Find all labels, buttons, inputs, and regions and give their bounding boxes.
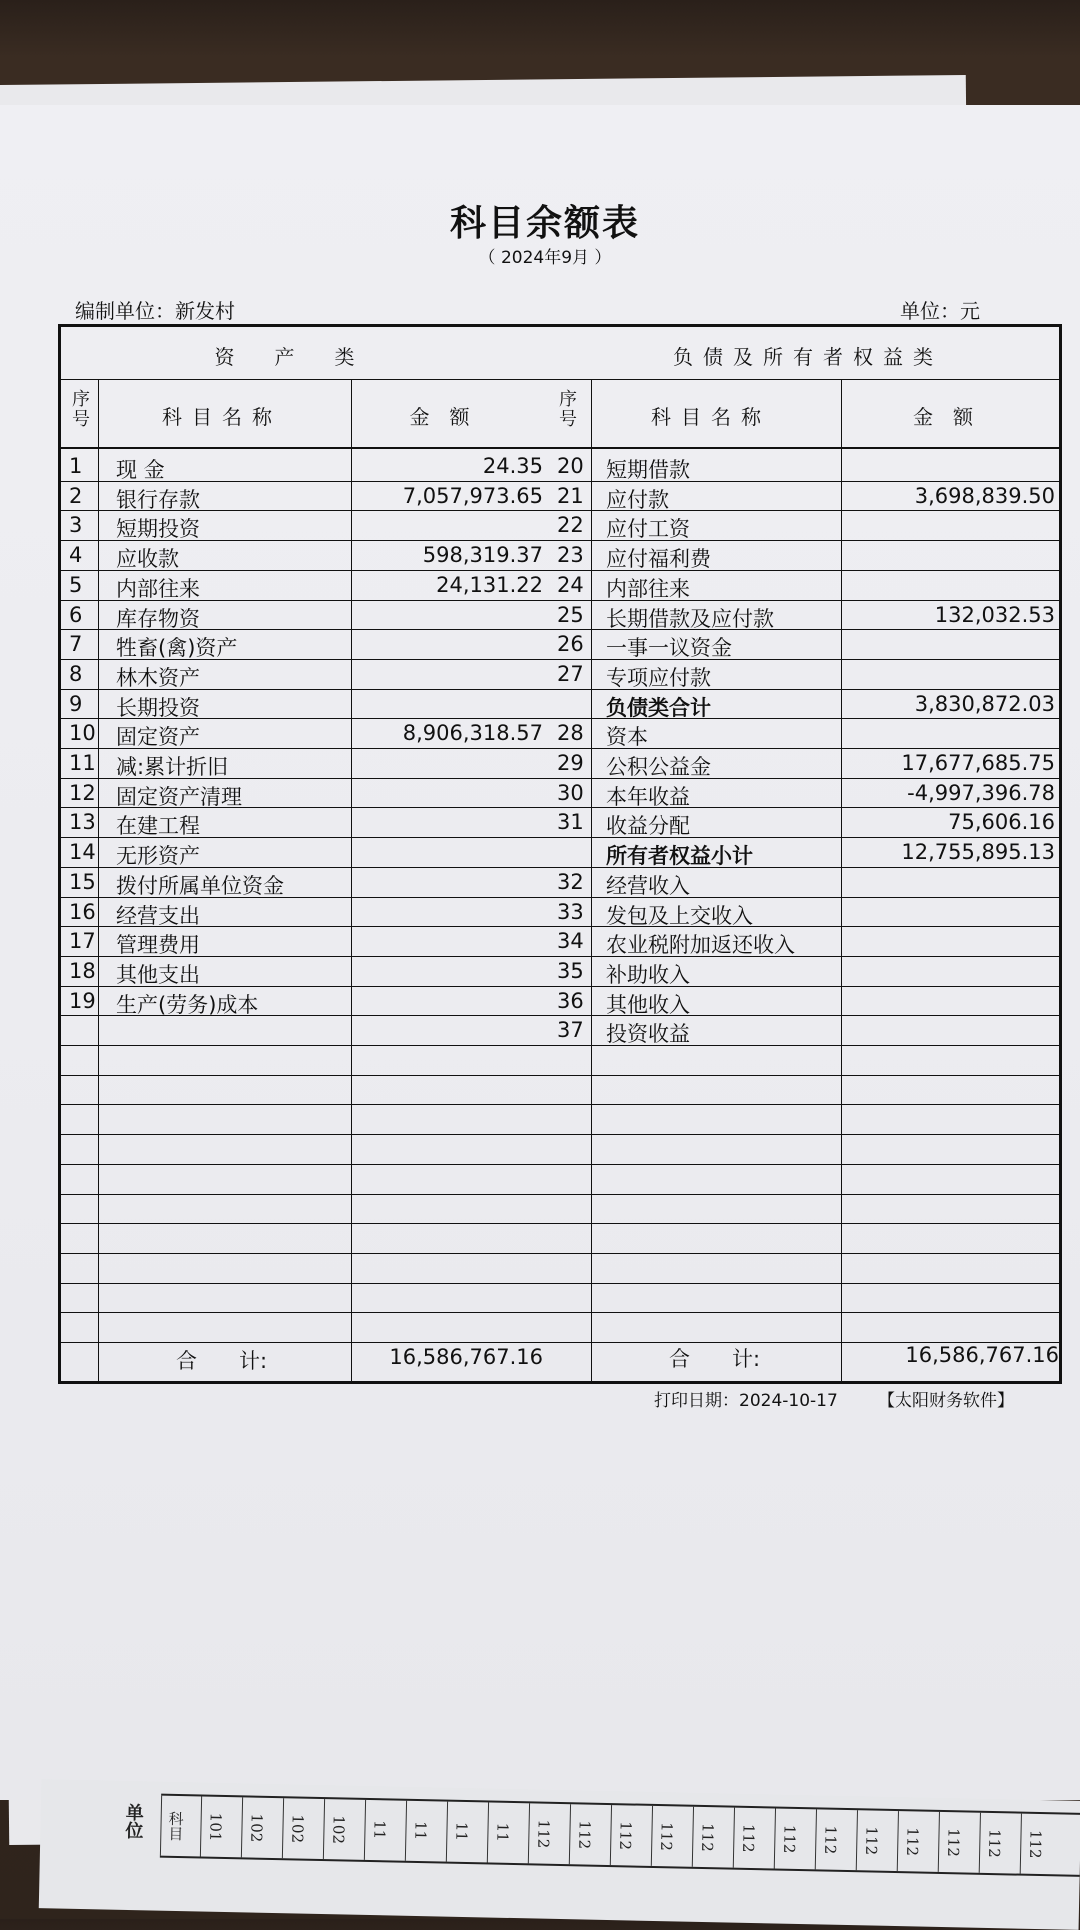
under-sheet-code: 112 bbox=[856, 1810, 886, 1871]
grid-line bbox=[61, 447, 1059, 449]
grid-line bbox=[61, 1194, 1059, 1195]
amount-header-left: 金额 bbox=[409, 405, 490, 429]
amount-header-right: 金额 bbox=[913, 405, 993, 429]
liability-row-name: 其他收入 bbox=[606, 992, 690, 1017]
asset-row-name: 固定资产 bbox=[116, 725, 200, 750]
asset-row-name: 在建工程 bbox=[116, 814, 200, 839]
asset-row-seq: 10 bbox=[69, 721, 96, 746]
asset-row-name: 减:累计折旧 bbox=[116, 755, 229, 779]
software-name: 【太阳财务软件】 bbox=[878, 1391, 1014, 1411]
liability-row-name: 所有者权益小计 bbox=[606, 844, 753, 869]
liability-row-amount: 17,677,685.75 bbox=[901, 751, 1055, 775]
under-sheet-code: 112 bbox=[897, 1811, 927, 1872]
liability-row-seq: 21 bbox=[557, 483, 584, 508]
liability-row-amount: -4,997,396.78 bbox=[907, 780, 1055, 805]
asset-row-seq: 5 bbox=[69, 572, 83, 597]
liability-row-name: 负债类合计 bbox=[606, 695, 711, 720]
liability-row-amount: 75,606.16 bbox=[948, 810, 1055, 835]
liability-row-name: 应付款 bbox=[606, 487, 669, 512]
asset-row-seq: 13 bbox=[69, 810, 96, 835]
under-sheet-code: 11 bbox=[364, 1800, 394, 1861]
liability-row-name: 应付福利费 bbox=[606, 547, 711, 572]
under-sheet-code: 102 bbox=[241, 1797, 271, 1858]
liability-row-seq: 27 bbox=[557, 661, 584, 686]
under-sheet-strip bbox=[160, 1794, 1080, 1878]
under-sheet-code: 11 bbox=[487, 1802, 517, 1863]
under-sheet-code: 11 bbox=[446, 1802, 476, 1863]
asset-row-name: 长期投资 bbox=[116, 695, 200, 720]
liability-row-name: 农业税附加返还收入 bbox=[606, 933, 795, 958]
liability-row-name: 收益分配 bbox=[606, 814, 690, 839]
currency-unit: 单位：元 bbox=[900, 299, 980, 323]
asset-row-name: 其他支出 bbox=[116, 962, 200, 987]
assets-total-label: 合 计: bbox=[176, 1349, 268, 1373]
seq-header-left: 序号 bbox=[72, 389, 90, 430]
under-sheet-code: 112 bbox=[610, 1805, 640, 1866]
grid-line bbox=[98, 1327, 99, 1381]
report-period: （ 2024年9月 ） bbox=[478, 248, 612, 268]
liability-row-seq: 35 bbox=[557, 958, 584, 983]
under-sheet-code: 112 bbox=[528, 1803, 558, 1864]
asset-row-name: 现 金 bbox=[116, 458, 165, 482]
grid-line bbox=[61, 1342, 1059, 1343]
asset-row-seq: 16 bbox=[69, 899, 96, 924]
liabilities-total-label: 合 计: bbox=[669, 1347, 761, 1371]
asset-row-seq: 4 bbox=[69, 543, 83, 568]
asset-row-seq: 1 bbox=[69, 454, 83, 478]
liability-row-seq: 37 bbox=[557, 1018, 584, 1043]
grid-line bbox=[841, 1327, 842, 1381]
asset-row-amount: 7,057,973.65 bbox=[402, 483, 543, 508]
under-sheet-code: 102 bbox=[282, 1798, 312, 1859]
under-sheet-code: 112 bbox=[1020, 1814, 1050, 1875]
liability-row-seq: 28 bbox=[557, 721, 584, 746]
asset-row-seq: 12 bbox=[69, 780, 96, 805]
asset-row-name: 银行存款 bbox=[116, 487, 200, 512]
liability-row-seq: 33 bbox=[557, 899, 584, 924]
asset-row-seq: 17 bbox=[69, 929, 96, 954]
asset-row-name: 拨付所属单位资金 bbox=[116, 873, 284, 898]
under-sheet-code: 112 bbox=[938, 1812, 968, 1873]
liability-row-seq: 25 bbox=[557, 602, 584, 627]
grid-line bbox=[351, 1327, 352, 1381]
asset-row-name: 管理费用 bbox=[116, 933, 200, 958]
grid-line bbox=[591, 379, 592, 1381]
liability-row-seq: 23 bbox=[557, 543, 584, 568]
paper-sheet bbox=[0, 105, 1080, 1800]
liabilities-total-amount: 16,586,767.16 bbox=[905, 1343, 1059, 1367]
grid-line bbox=[61, 1253, 1059, 1254]
liability-row-name: 长期借款及应付款 bbox=[606, 606, 774, 631]
asset-row-amount: 8,906,318.57 bbox=[402, 721, 543, 746]
liability-row-amount: 3,698,839.50 bbox=[914, 483, 1055, 508]
seq-header-right: 序号 bbox=[559, 389, 577, 430]
grid-line bbox=[841, 379, 842, 1381]
under-sheet-code: 112 bbox=[979, 1813, 1009, 1874]
liability-row-seq: 36 bbox=[557, 988, 584, 1013]
grid-line bbox=[61, 1223, 1059, 1224]
liability-row-seq: 20 bbox=[557, 454, 584, 478]
liability-row-name: 发包及上交收入 bbox=[606, 903, 753, 928]
asset-row-name: 短期投资 bbox=[116, 517, 200, 542]
under-sheet-col-label: 科目 bbox=[160, 1796, 190, 1857]
under-sheet-code: 102 bbox=[323, 1799, 353, 1860]
asset-row-name: 内部往来 bbox=[116, 576, 200, 601]
liability-row-name: 投资收益 bbox=[606, 1022, 690, 1047]
under-sheet-code: 11 bbox=[405, 1801, 435, 1862]
asset-row-name: 固定资产清理 bbox=[116, 784, 242, 809]
print-date: 打印日期：2024-10-17 bbox=[654, 1391, 838, 1411]
liability-row-amount: 132,032.53 bbox=[934, 602, 1055, 627]
asset-row-name: 生产(劳务)成本 bbox=[116, 992, 259, 1017]
asset-row-seq: 14 bbox=[69, 840, 96, 865]
liability-row-seq: 22 bbox=[557, 513, 584, 538]
assets-section-header: 资产类 bbox=[214, 345, 395, 369]
under-sheet-code: 112 bbox=[815, 1809, 845, 1870]
under-sheet-code: 112 bbox=[774, 1808, 804, 1869]
name-header-left: 科目名称 bbox=[162, 405, 282, 429]
asset-row-seq: 8 bbox=[69, 661, 83, 686]
grid-line bbox=[591, 1327, 592, 1381]
liability-row-name: 一事一议资金 bbox=[606, 636, 732, 661]
liability-row-seq: 31 bbox=[557, 810, 584, 835]
name-header-right: 科目名称 bbox=[651, 405, 771, 429]
liability-row-seq: 26 bbox=[557, 632, 584, 657]
liability-row-name: 公积公益金 bbox=[606, 755, 711, 779]
liability-row-name: 应付工资 bbox=[606, 517, 690, 542]
asset-row-seq: 15 bbox=[69, 869, 96, 894]
liability-row-name: 内部往来 bbox=[606, 576, 690, 601]
asset-row-seq: 3 bbox=[69, 513, 83, 538]
asset-row-name: 无形资产 bbox=[116, 844, 200, 869]
liability-row-name: 资本 bbox=[606, 725, 648, 750]
balance-table bbox=[58, 324, 1062, 1384]
grid-line bbox=[61, 1134, 1059, 1135]
report-title: 科目余额表 bbox=[449, 203, 640, 244]
asset-row-seq: 7 bbox=[69, 632, 83, 657]
asset-row-name: 库存物资 bbox=[116, 606, 200, 631]
asset-row-seq: 2 bbox=[69, 483, 83, 508]
grid-line bbox=[61, 1283, 1059, 1284]
asset-row-amount: 24.35 bbox=[482, 454, 543, 478]
under-sheet-code: 112 bbox=[569, 1804, 599, 1865]
asset-row-amount: 598,319.37 bbox=[422, 543, 543, 568]
liability-row-seq: 30 bbox=[557, 780, 584, 805]
liability-row-name: 短期借款 bbox=[606, 458, 690, 482]
asset-row-seq: 11 bbox=[69, 751, 96, 775]
asset-row-name: 林木资产 bbox=[116, 665, 200, 690]
asset-row-seq: 9 bbox=[69, 691, 83, 716]
liability-row-seq: 24 bbox=[557, 572, 584, 597]
liabilities-section-header: 负债及所有者权益类 bbox=[673, 345, 943, 369]
grid-line bbox=[351, 379, 352, 1381]
asset-row-name: 牲畜(禽)资产 bbox=[116, 636, 238, 661]
under-sheet-code: 112 bbox=[692, 1807, 722, 1868]
under-sheet-head: 单位 bbox=[122, 1802, 144, 1840]
asset-row-name: 应收款 bbox=[116, 547, 179, 572]
grid-line bbox=[61, 379, 1059, 380]
under-sheet-code: 112 bbox=[733, 1808, 763, 1869]
liability-row-amount: 3,830,872.03 bbox=[914, 691, 1055, 716]
liability-row-seq: 29 bbox=[557, 751, 584, 775]
liability-row-seq: 32 bbox=[557, 869, 584, 894]
grid-line bbox=[61, 1104, 1059, 1105]
liability-row-name: 专项应付款 bbox=[606, 665, 711, 690]
grid-line bbox=[98, 379, 99, 1381]
under-sheet-code: 112 bbox=[651, 1806, 681, 1867]
grid-line bbox=[61, 1045, 1059, 1046]
preparing-unit: 编制单位：新发村 bbox=[75, 299, 235, 323]
asset-row-seq: 18 bbox=[69, 958, 96, 983]
under-sheet-code: 101 bbox=[200, 1796, 230, 1857]
asset-row-amount: 24,131.22 bbox=[436, 572, 543, 597]
grid-line bbox=[61, 1164, 1059, 1165]
asset-row-seq: 6 bbox=[69, 602, 83, 627]
liability-row-name: 补助收入 bbox=[606, 962, 690, 987]
liability-row-name: 本年收益 bbox=[606, 784, 690, 809]
asset-row-seq: 19 bbox=[69, 988, 96, 1013]
grid-line bbox=[61, 1312, 1059, 1313]
liability-row-seq: 34 bbox=[557, 929, 584, 954]
liability-row-name: 经营收入 bbox=[606, 873, 690, 898]
liability-row-amount: 12,755,895.13 bbox=[901, 840, 1055, 865]
assets-total-amount: 16,586,767.16 bbox=[389, 1345, 543, 1369]
asset-row-name: 经营支出 bbox=[116, 903, 200, 928]
grid-line bbox=[61, 1075, 1059, 1076]
bottom-paper-sheet bbox=[39, 1779, 1080, 1930]
